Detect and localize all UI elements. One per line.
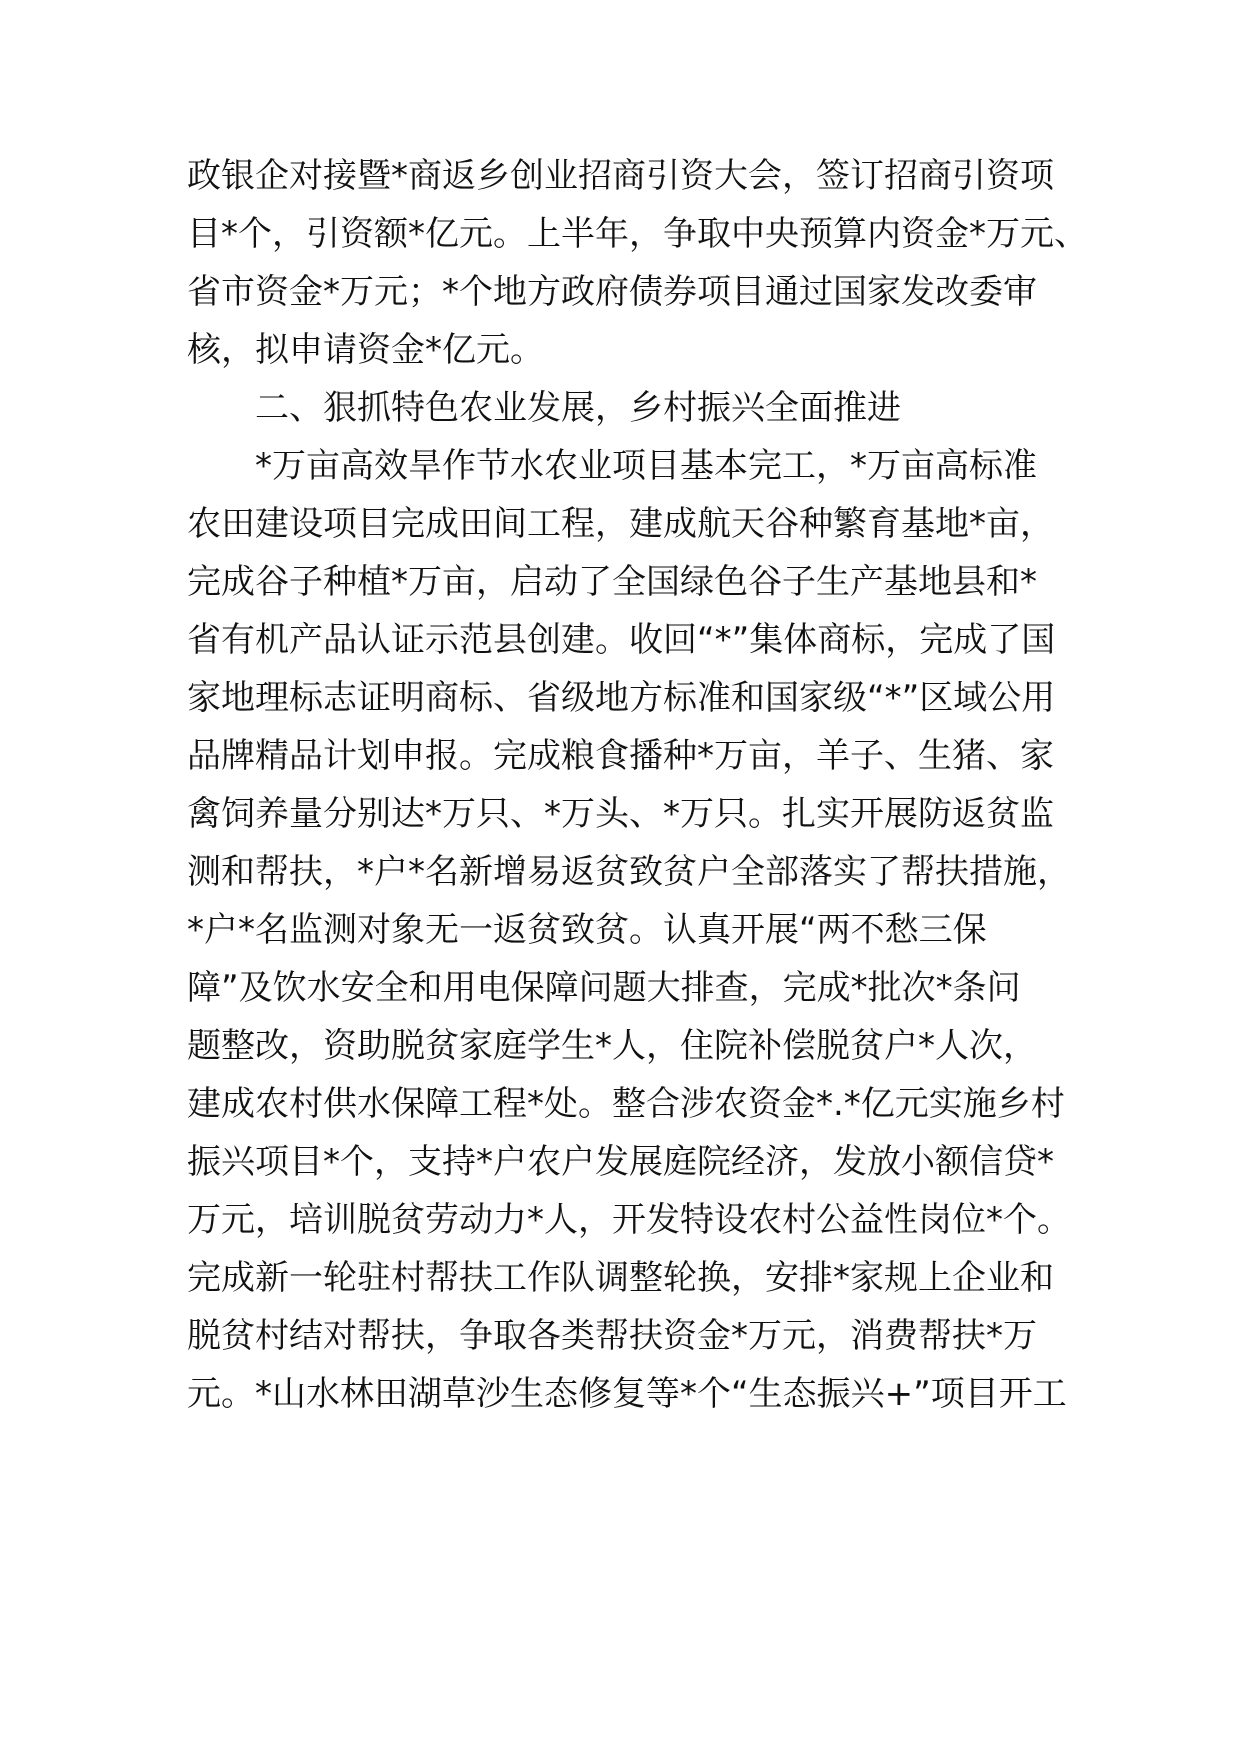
paragraph-line: 品牌精品计划申报。完成粮食播种*万亩，羊子、生猪、家	[187, 736, 1054, 776]
paragraph-line: 振兴项目*个，支持*户农户发展庭院经济，发放小额信贷*	[187, 1142, 1054, 1182]
paragraph-line: 核，拟申请资金*亿元。	[187, 330, 544, 370]
paragraph-line: 目*个，引资额*亿元。上半年，争取中央预算内资金*万元、	[187, 214, 1088, 254]
paragraph-line: 万元，培训脱贫劳动力*人，开发特设农村公益性岗位*个。	[187, 1200, 1071, 1240]
paragraph-line: *万亩高效旱作节水农业项目基本完工，*万亩高标准	[255, 446, 1037, 486]
paragraph-line: 省市资金*万元；*个地方政府债券项目通过国家发改委审	[187, 272, 1037, 312]
paragraph-line: 农田建设项目完成田间工程，建成航天谷种繁育基地*亩，	[187, 504, 1054, 544]
paragraph-line: 障”及饮水安全和用电保障问题大排查，完成*批次*条问	[187, 968, 1021, 1008]
paragraph-line: 脱贫村结对帮扶，争取各类帮扶资金*万元，消费帮扶*万	[187, 1316, 1037, 1356]
paragraph-line: 测和帮扶，*户*名新增易返贫致贫户全部落实了帮扶措施，	[187, 852, 1071, 892]
paragraph-line: 元。*山水林田湖草沙生态修复等*个“生态振兴+”项目开工	[187, 1374, 1067, 1414]
paragraph-line: 家地理标志证明商标、省级地方标准和国家级“*”区域公用	[187, 678, 1056, 718]
paragraph-line: 政银企对接暨*商返乡创业招商引资大会，签订招商引资项	[187, 156, 1054, 196]
paragraph-line: 禽饲养量分别达*万只、*万头、*万只。扎实开展防返贫监	[187, 794, 1054, 834]
paragraph-line: 题整改，资助脱贫家庭学生*人，住院补偿脱贫户*人次，	[187, 1026, 1037, 1066]
section-heading: 二、狠抓特色农业发展，乡村振兴全面推进	[255, 388, 901, 428]
paragraph-line: 完成新一轮驻村帮扶工作队调整轮换，安排*家规上企业和	[187, 1258, 1054, 1298]
paragraph-line: 完成谷子种植*万亩，启动了全国绿色谷子生产基地县和*	[187, 562, 1037, 602]
paragraph-line: 省有机产品认证示范县创建。收回“*”集体商标，完成了国	[187, 620, 1056, 660]
paragraph-line: 建成农村供水保障工程*处。整合涉农资金*.*亿元实施乡村	[187, 1084, 1065, 1124]
paragraph-line: *户*名监测对象无一返贫致贫。认真开展“两不愁三保	[187, 910, 987, 950]
